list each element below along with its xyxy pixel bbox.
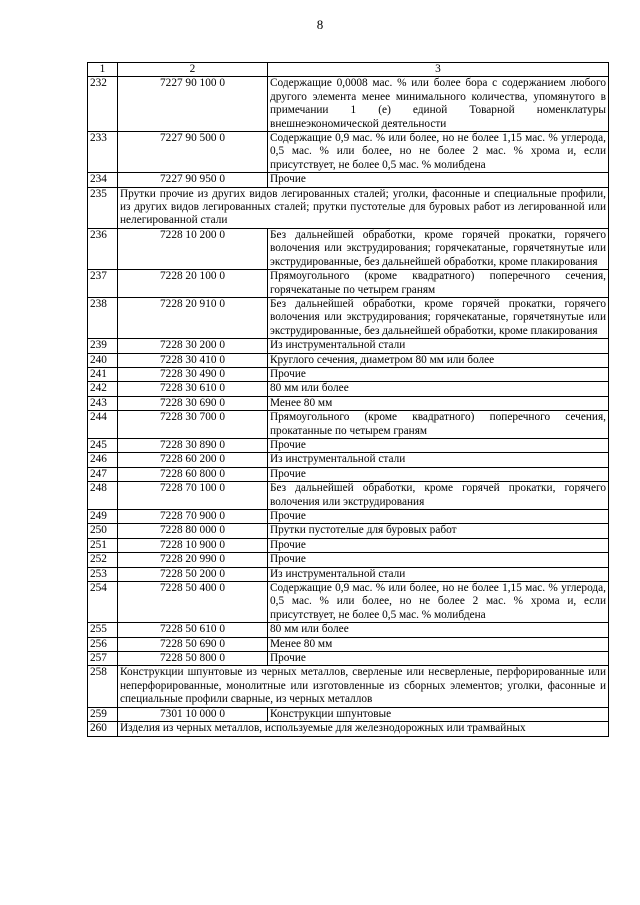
row-number: 257 — [88, 652, 118, 666]
table-row — [88, 538, 609, 552]
row-number: 235 — [88, 187, 118, 228]
row-code: 7228 30 610 0 — [118, 382, 268, 396]
table-row — [88, 297, 609, 338]
row-description: Прочие — [268, 510, 609, 524]
row-number: 258 — [88, 666, 118, 707]
table-row — [88, 132, 609, 173]
row-code: 7228 30 200 0 — [118, 339, 268, 353]
table-row — [88, 270, 609, 298]
row-code: 7228 10 900 0 — [118, 538, 268, 552]
column-header-2: 2 — [118, 63, 268, 77]
row-number: 242 — [88, 382, 118, 396]
row-description: Менее 80 мм — [268, 396, 609, 410]
row-description: Прямоугольного (кроме квадратного) поперечного сечения, прокатанные по четырем граням — [268, 411, 609, 439]
row-code: 7228 50 400 0 — [118, 582, 268, 623]
row-code: 7228 70 900 0 — [118, 510, 268, 524]
row-number: 236 — [88, 228, 118, 269]
row-code: 7227 90 500 0 — [118, 132, 268, 173]
row-number: 245 — [88, 438, 118, 452]
row-number: 234 — [88, 173, 118, 187]
row-code: 7301 10 000 0 — [118, 707, 268, 721]
row-number: 253 — [88, 567, 118, 581]
table-row — [88, 382, 609, 396]
row-description: Прочие — [268, 438, 609, 452]
row-description: Прочие — [268, 652, 609, 666]
row-code: 7228 30 890 0 — [118, 438, 268, 452]
row-number: 232 — [88, 77, 118, 132]
row-number: 244 — [88, 411, 118, 439]
row-number: 254 — [88, 582, 118, 623]
table-body — [88, 77, 609, 736]
table-row — [88, 623, 609, 637]
row-code: 7228 60 800 0 — [118, 467, 268, 481]
row-number: 250 — [88, 524, 118, 538]
table-row — [88, 438, 609, 452]
row-code: 7228 30 690 0 — [118, 396, 268, 410]
row-description: Прочие — [268, 553, 609, 567]
table-row — [88, 228, 609, 269]
row-number: 233 — [88, 132, 118, 173]
row-description: Прочие — [268, 367, 609, 381]
table-row — [88, 353, 609, 367]
row-description: Из инструментальной стали — [268, 453, 609, 467]
row-code: 7228 80 000 0 — [118, 524, 268, 538]
table-row — [88, 553, 609, 567]
row-number: 251 — [88, 538, 118, 552]
table-row — [88, 482, 609, 510]
page-number: 8 — [316, 17, 324, 32]
row-number: 237 — [88, 270, 118, 298]
row-number: 247 — [88, 467, 118, 481]
row-number: 256 — [88, 637, 118, 651]
row-description: Из инструментальной стали — [268, 567, 609, 581]
row-number: 243 — [88, 396, 118, 410]
row-description: Без дальнейшей обработки, кроме горячей прокатки, горячего волочения или экструдирования — [268, 482, 609, 510]
row-description: 80 мм или более — [268, 623, 609, 637]
table-row — [88, 567, 609, 581]
table-row — [88, 467, 609, 481]
table-row — [88, 582, 609, 623]
row-code: 7228 50 800 0 — [118, 652, 268, 666]
row-number: 255 — [88, 623, 118, 637]
table-row — [88, 666, 609, 707]
row-code: 7228 30 700 0 — [118, 411, 268, 439]
row-description: Содержащие 0,0008 мас. % или более бора с содержанием любого другого элемента менее минимального количества, упомянутого в примечании 1 (е) единой Товарной номенклатуры внешнеэкономической деятельности — [268, 77, 609, 132]
row-number: 239 — [88, 339, 118, 353]
row-code: 7228 30 410 0 — [118, 353, 268, 367]
row-description: Без дальнейшей обработки, кроме горячей прокатки, горячего волочения или экструдирования; горячекатаные, горячетянутые или экструдированные, без дальнейшей обработки, кроме плакирования — [268, 228, 609, 269]
row-number: 259 — [88, 707, 118, 721]
row-description: Содержащие 0,9 мас. % или более, но не более 1,15 мас. % углерода, 0,5 мас. % или более, но не более 2 мас. % хрома и, если присутствует, не более 0,5 мас. % молибдена — [268, 582, 609, 623]
row-code: 7228 50 610 0 — [118, 623, 268, 637]
row-group-description: Прутки прочие из других видов легированных сталей; уголки, фасонные и специальные профили, из других видов легированных сталей; прутки пустотелые для буровых работ из легированной или нелегированной стали — [118, 187, 609, 228]
row-code: 7228 20 910 0 — [118, 297, 268, 338]
row-number: 252 — [88, 553, 118, 567]
row-number: 248 — [88, 482, 118, 510]
row-description: Из инструментальной стали — [268, 339, 609, 353]
row-description: Прочие — [268, 538, 609, 552]
row-number: 241 — [88, 367, 118, 381]
row-code: 7228 30 490 0 — [118, 367, 268, 381]
column-header-1: 1 — [88, 63, 118, 77]
table-row — [88, 707, 609, 721]
row-description: Прямоугольного (кроме квадратного) поперечного сечения, горячекатаные по четырем граням — [268, 270, 609, 298]
table-row — [88, 637, 609, 651]
row-code: 7228 20 100 0 — [118, 270, 268, 298]
table-row — [88, 339, 609, 353]
row-description: Без дальнейшей обработки, кроме горячей прокатки, горячего волочения или экструдирования; горячекатаные, горячетянутые или экструдированные, без дальнейшей обработки, кроме плакирования — [268, 297, 609, 338]
table-row — [88, 524, 609, 538]
table-row — [88, 652, 609, 666]
row-number: 238 — [88, 297, 118, 338]
row-number: 260 — [88, 722, 118, 736]
row-number: 240 — [88, 353, 118, 367]
goods-table — [87, 62, 609, 737]
table-row — [88, 173, 609, 187]
row-description: Менее 80 мм — [268, 637, 609, 651]
table-header-row — [88, 63, 609, 77]
row-description: Прутки пустотелые для буровых работ — [268, 524, 609, 538]
row-code: 7228 50 690 0 — [118, 637, 268, 651]
row-code: 7228 20 990 0 — [118, 553, 268, 567]
table-row — [88, 77, 609, 132]
table-row — [88, 453, 609, 467]
row-code: 7228 60 200 0 — [118, 453, 268, 467]
row-code: 7227 90 100 0 — [118, 77, 268, 132]
table-row — [88, 722, 609, 736]
row-number: 246 — [88, 453, 118, 467]
table-row — [88, 411, 609, 439]
row-description: Прочие — [268, 467, 609, 481]
row-group-description: Конструкции шпунтовые из черных металлов, сверленые или несверленые, перфорированные или неперфорированные, монолитные или изготовленные из сборных элементов; уголки, фасонные и специальные профили сварные, из черных металлов — [118, 666, 609, 707]
row-number: 249 — [88, 510, 118, 524]
row-code: 7228 10 200 0 — [118, 228, 268, 269]
row-description: 80 мм или более — [268, 382, 609, 396]
row-code: 7228 50 200 0 — [118, 567, 268, 581]
row-description: Содержащие 0,9 мас. % или более, но не более 1,15 мас. % углерода, 0,5 мас. % или более, но не более 2 мас. % хрома и, если присутствует, не более 0,5 мас. % молибдена — [268, 132, 609, 173]
table-row — [88, 187, 609, 228]
table-row — [88, 396, 609, 410]
row-description: Круглого сечения, диаметром 80 мм или более — [268, 353, 609, 367]
row-code: 7227 90 950 0 — [118, 173, 268, 187]
table-row — [88, 510, 609, 524]
row-group-description: Изделия из черных металлов, используемые для железнодорожных или трамвайных — [118, 722, 609, 736]
row-description: Конструкции шпунтовые — [268, 707, 609, 721]
row-description: Прочие — [268, 173, 609, 187]
row-code: 7228 70 100 0 — [118, 482, 268, 510]
column-header-3: 3 — [268, 63, 609, 77]
table-row — [88, 367, 609, 381]
